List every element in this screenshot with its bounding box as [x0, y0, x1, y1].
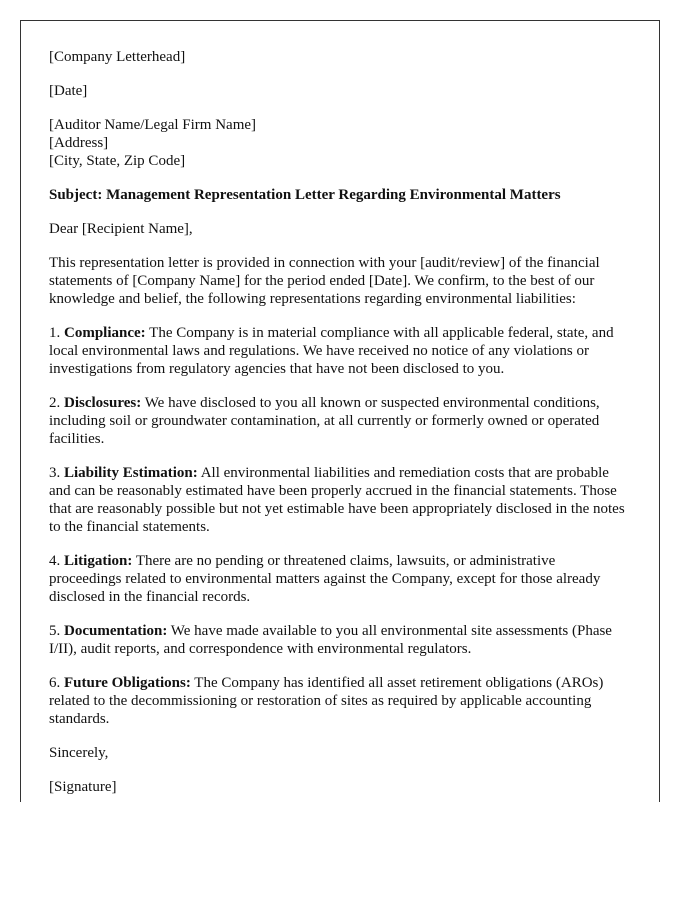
- item-number: 5.: [49, 623, 64, 639]
- company-letterhead: [Company Letterhead]: [49, 49, 186, 65]
- intro-paragraph: This representation letter is provided in connection with your [audit/review] of the financial statements of [Company Name] for the period ended [Date]. We confirm, to the best of our knowledge and belief, the following representations regarding environmental liabilities:: [49, 255, 600, 307]
- item-number: 6.: [49, 675, 64, 691]
- signature: [Signature]: [49, 779, 117, 795]
- recipient-city-state-zip: [City, State, Zip Code]: [49, 153, 186, 169]
- item-title: Future Obligations:: [64, 675, 191, 691]
- item-text: We have disclosed to you all known or suspected environmental conditions, including soil or groundwater contamination, at all currently or formerly owned or operated facilities.: [49, 395, 600, 447]
- letter-document: [20, 20, 660, 802]
- item-title: Disclosures:: [64, 395, 142, 411]
- item-text: We have made available to you all environmental site assessments (Phase I/II), audit reports, and correspondence with environmental regulators.: [49, 623, 612, 657]
- recipient-address: [Address]: [49, 135, 109, 151]
- item-number: 4.: [49, 553, 64, 569]
- representation-item-litigation: [49, 552, 631, 606]
- item-title: Liability Estimation:: [64, 465, 198, 481]
- letter-date: [Date]: [49, 83, 88, 99]
- item-title: Litigation:: [64, 553, 133, 569]
- representation-item-future-obligations: [49, 674, 631, 728]
- closing: Sincerely,: [49, 745, 109, 761]
- recipient-address-block: [49, 116, 631, 170]
- representation-item-liability-estimation: [49, 464, 631, 536]
- item-number: 2.: [49, 395, 64, 411]
- item-title: Compliance:: [64, 325, 146, 341]
- item-text: There are no pending or threatened claims, lawsuits, or administrative proceedings related to environmental matters against the Company, except for those already disclosed in the financial records.: [49, 553, 601, 605]
- recipient-name: [Auditor Name/Legal Firm Name]: [49, 117, 257, 133]
- item-number: 1.: [49, 325, 64, 341]
- item-text: The Company is in material compliance with all applicable federal, state, and local environmental laws and regulations. We have received no notice of any violations or investigations from regulatory agencies that have not been disclosed to you.: [49, 325, 614, 377]
- representation-item-documentation: [49, 622, 631, 658]
- item-text: The Company has identified all asset retirement obligations (AROs) related to the decommissioning or restoration of sites as required by applicable accounting standards.: [49, 675, 604, 727]
- salutation: Dear [Recipient Name],: [49, 221, 193, 237]
- representation-item-disclosures: [49, 394, 631, 448]
- item-number: 3.: [49, 465, 64, 481]
- item-title: Documentation:: [64, 623, 168, 639]
- item-text: All environmental liabilities and remediation costs that are probable and can be reasonably estimated have been properly accrued in the financial statements. Those that are reasonably possible but not yet estimable have been appropriately disclosed in the notes to the financial statements.: [49, 465, 625, 535]
- representation-item-compliance: [49, 324, 631, 378]
- subject-line: Subject: Management Representation Letter Regarding Environmental Matters: [49, 187, 561, 203]
